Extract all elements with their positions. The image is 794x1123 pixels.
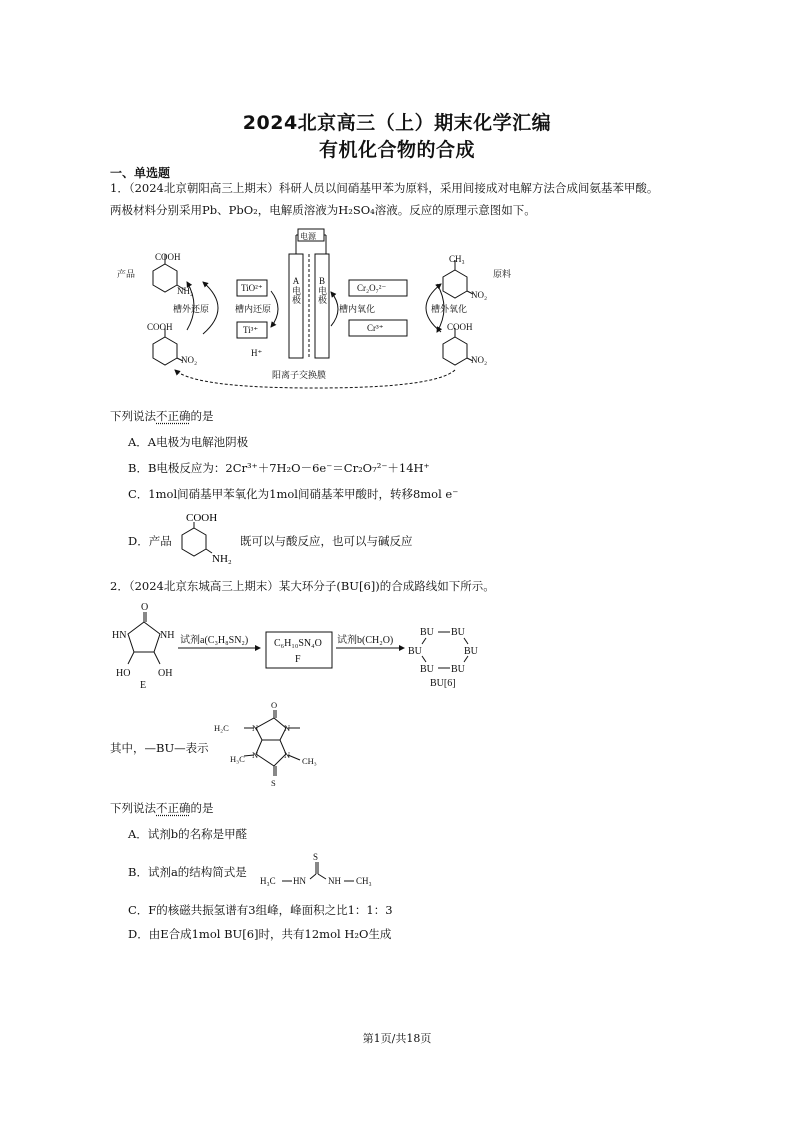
q2-bu-structure xyxy=(214,700,344,792)
electrode-b-label: B电极 xyxy=(317,276,327,304)
opt-b-ch3: CH₃ xyxy=(356,876,372,886)
e-ho: HO xyxy=(116,668,131,679)
bu-ch3: CH₃ xyxy=(302,756,317,766)
f-formula: C₆H₁₀SN₄O xyxy=(274,638,322,649)
bu-n1: N xyxy=(252,723,259,733)
raw-acid-cooh: COOH xyxy=(447,322,473,332)
q2-ask-emph: 不正确 xyxy=(156,801,191,815)
q2-ask-prefix: 下列说法 xyxy=(110,801,156,815)
bu-4: BU xyxy=(464,646,478,657)
raw-no2: NO₂ xyxy=(471,290,488,300)
bu-h3c: H₃C xyxy=(230,754,245,764)
q1-ask-prefix: 下列说法 xyxy=(110,409,156,423)
q1-question xyxy=(110,408,214,425)
power-label: 电源 xyxy=(300,232,316,241)
opt-b-hn: HN xyxy=(293,876,306,886)
e-o: O xyxy=(141,602,149,613)
q2-option-b-structure xyxy=(258,850,382,890)
cr2o7-label: Cr₂O₇²⁻ xyxy=(357,283,387,293)
q1-option-d-suffix: 既可以与酸反应，也可以与碱反应 xyxy=(240,534,413,548)
q2-option-d: D．由E合成1mol BU[6]时，共有12mol H₂O生成 xyxy=(128,927,392,941)
q1-ask-emph: 不正确 xyxy=(156,409,191,423)
e-label: E xyxy=(140,680,147,691)
q2-option-c: C．F的核磁共振氢谱有3组峰，峰面积之比1：1：3 xyxy=(128,903,393,917)
reagent-b: 试剂b(CH₂O) xyxy=(337,635,394,646)
opt-b-h3c: H₃C xyxy=(260,876,276,886)
doc-title: 2024北京高三（上）期末化学汇编 xyxy=(242,112,552,134)
product-label: 产品 xyxy=(117,269,136,279)
e-oh: OH xyxy=(158,668,173,679)
raw-acid-no2: NO₂ xyxy=(471,355,488,365)
bu-n4: N xyxy=(284,750,291,760)
bu-n2: N xyxy=(284,723,291,733)
reagent-a: 试剂a(C₃H₈SN₂) xyxy=(180,635,249,646)
e-ring xyxy=(128,622,160,652)
page-footer: 第1页/共18页 xyxy=(362,1032,432,1045)
outside-ox-label: 槽外氧化 xyxy=(431,304,468,314)
q1-option-c: C．1mol间硝基甲苯氧化为1mol间硝基苯甲酸时，转移8mol e⁻ xyxy=(128,487,459,501)
electrode-a-label-wrap xyxy=(290,276,302,326)
q1-stem-line1: 1．（2024北京朝阳高三上期末）科研人员以间硝基甲苯为原料，采用间接成对电解方法合成间氨基苯甲酸。 xyxy=(110,181,659,195)
bu-n3: N xyxy=(252,750,259,760)
q2-ask-suffix: 的是 xyxy=(190,801,214,815)
q2-synthesis-route xyxy=(108,600,508,692)
raw-ring xyxy=(443,260,473,298)
opt-d-cooh: COOH xyxy=(186,512,218,524)
tio-label: TiO²⁺ xyxy=(241,283,263,293)
product-cooh: COOH xyxy=(155,252,181,262)
product-nh2: NH₂ xyxy=(177,286,194,296)
bu-s: S xyxy=(271,778,276,788)
raw-acid-ring xyxy=(443,328,473,365)
bu-2: BU xyxy=(451,627,465,638)
f-label: F xyxy=(295,654,301,665)
q2-option-a: A．试剂b的名称是甲醛 xyxy=(128,827,248,841)
outside-red-label: 槽外还原 xyxy=(173,304,210,314)
q2-option-b-prefix: B．试剂a的结构简式是 xyxy=(128,865,247,879)
q2-question xyxy=(110,800,214,817)
inter-cooh: COOH xyxy=(147,322,173,332)
bu6-label: BU[6] xyxy=(430,678,456,689)
inside-red-label: 槽内还原 xyxy=(235,304,272,314)
q1-option-b: B．B电极反应为：2Cr³⁺＋7H₂O－6e⁻＝Cr₂O₇²⁻＋14H⁺ xyxy=(128,461,430,475)
raw-ch3: CH₃ xyxy=(449,254,465,264)
q1-option-a: A．A电极为电解池阴极 xyxy=(128,435,249,449)
bu-1: BU xyxy=(420,627,434,638)
q1-stem-line2: 两极材料分别采用Pb、PbO₂，电解质溶液为H₂SO₄溶液。反应的原理示意图如下。 xyxy=(110,203,536,217)
e-nh: NH xyxy=(160,630,175,641)
inside-ox-label: 槽内氧化 xyxy=(339,304,376,314)
inter-no2: NO₂ xyxy=(181,355,198,365)
bu-6: BU xyxy=(451,664,465,675)
cr3-label: Cr³⁺ xyxy=(367,323,384,333)
opt-b-nh: NH xyxy=(328,876,341,886)
section-heading: 一、单选题 xyxy=(110,166,171,180)
intermediate-ring xyxy=(153,328,183,365)
q2-bu-intro: 其中，—BU—表示 xyxy=(110,741,209,755)
hplus-label: H⁺ xyxy=(251,348,263,358)
bu-dash-h2c: H₂C xyxy=(214,723,229,733)
electrode-a-label: A电极 xyxy=(291,276,301,304)
bu-o: O xyxy=(271,700,278,710)
q1-option-d-prefix: D．产品 xyxy=(128,534,172,548)
e-hn: HN xyxy=(112,630,127,641)
q1-ask-suffix: 的是 xyxy=(190,409,214,423)
bu-5: BU xyxy=(420,664,434,675)
q1-option-d-structure xyxy=(174,510,240,568)
raw-label: 原料 xyxy=(493,269,512,279)
opt-d-nh2: NH₂ xyxy=(212,553,232,565)
doc-subtitle: 有机化合物的合成 xyxy=(318,139,475,161)
opt-b-s: S xyxy=(313,852,319,862)
q2-stem: 2．（2024北京东城高三上期末）某大环分子(BU[6])的合成路线如下所示。 xyxy=(110,579,495,593)
ti3-label: Ti³⁺ xyxy=(243,325,259,335)
membrane-label: 阳离子交换膜 xyxy=(272,370,327,380)
q1-electrolysis-diagram xyxy=(105,226,525,391)
electrode-b-label-wrap xyxy=(316,276,328,326)
bu-3: BU xyxy=(408,646,422,657)
